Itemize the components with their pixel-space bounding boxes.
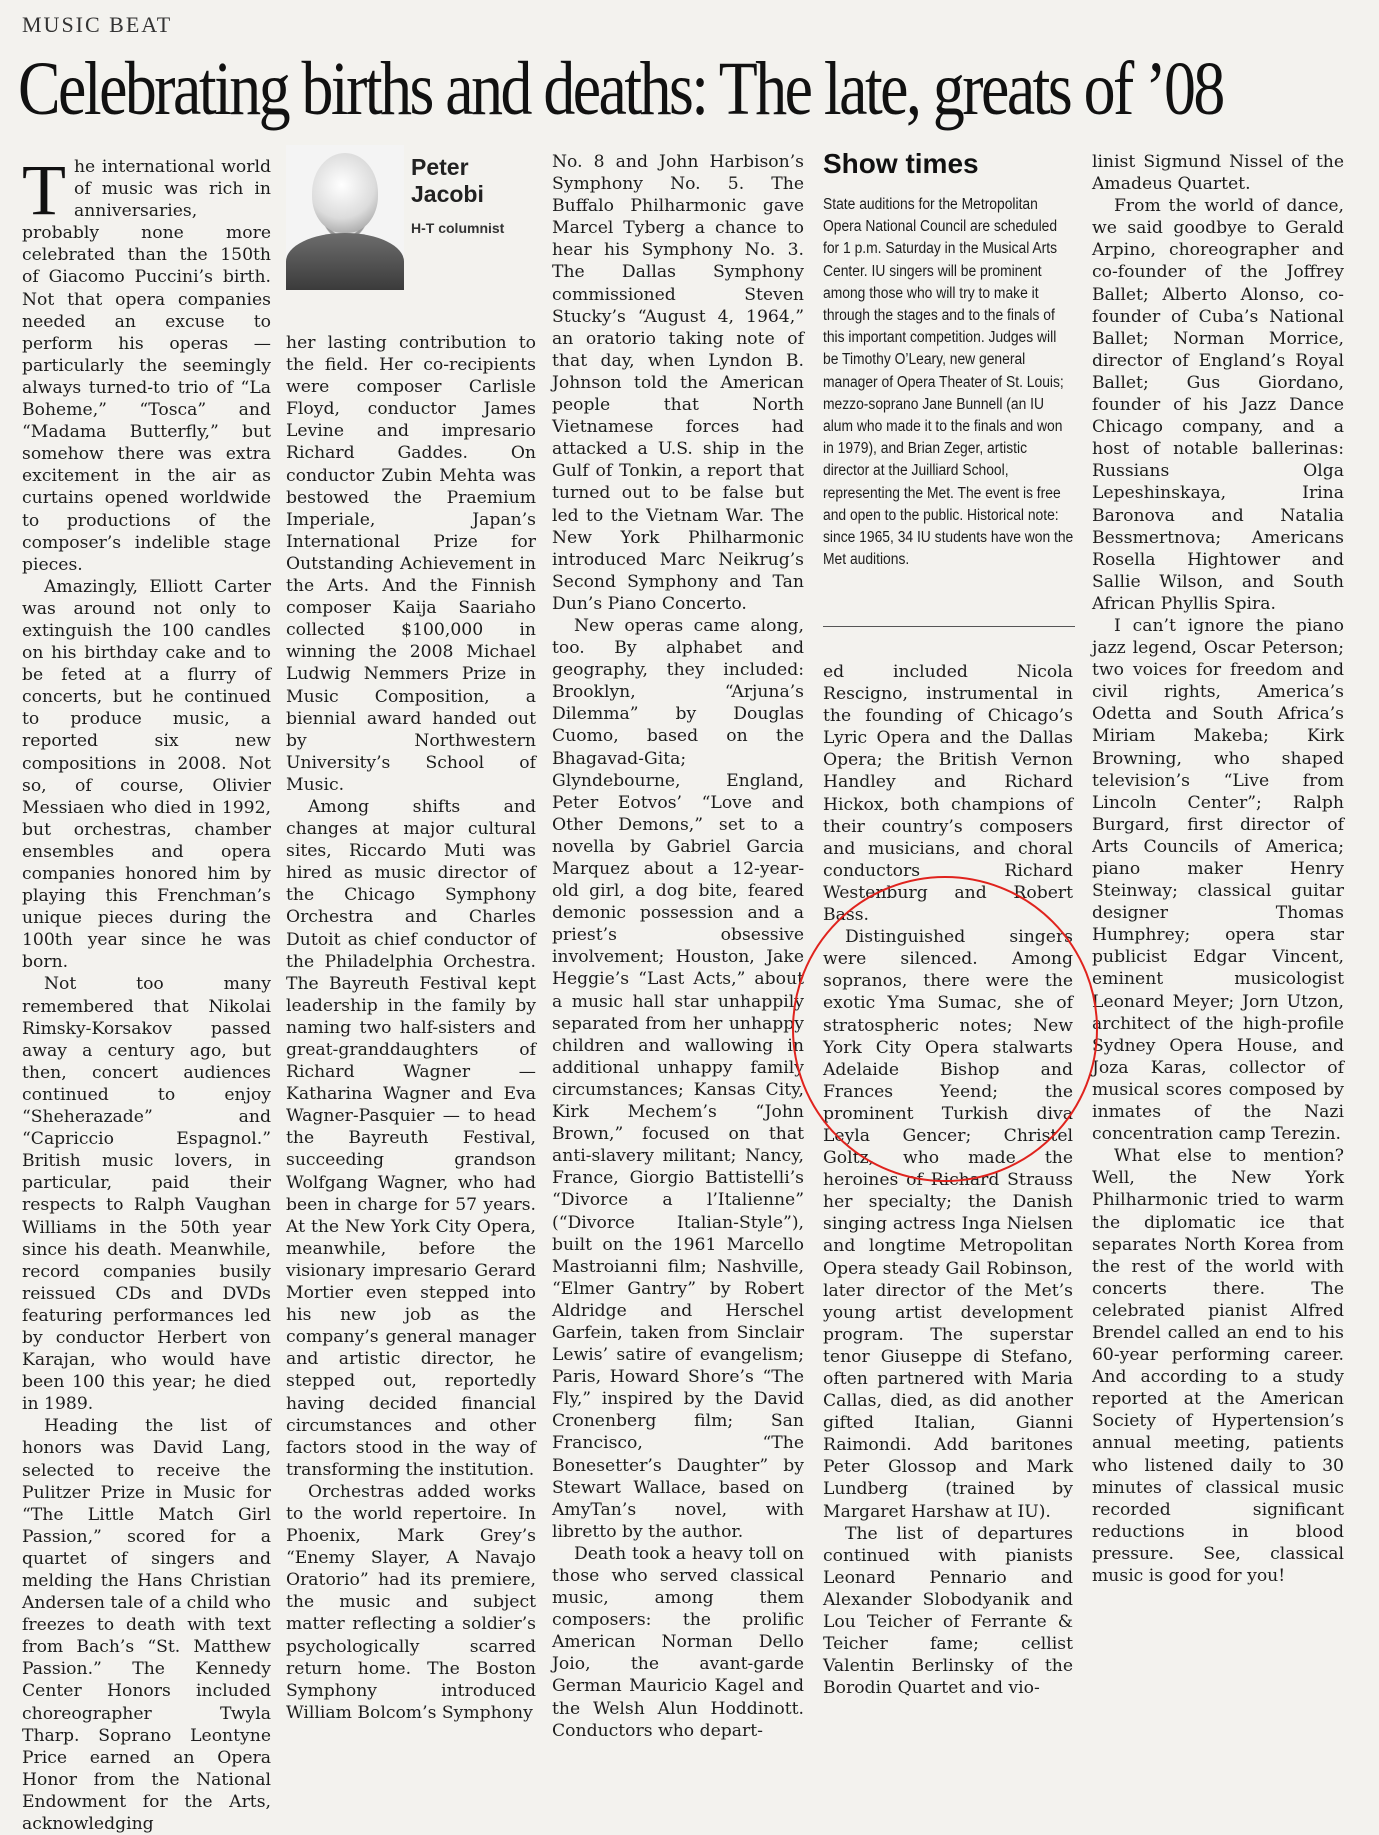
photo-shoulders [286,233,404,290]
paragraph: Amazingly, Elliott Carter was around not only to extinguish the 100 candles on his birthday cake and to be feted at a flurry of concerts, but he continued to produce music, a reported six new compositions in 2008. Not so, of course, Olivier Messiaen who died in 1992, but orchestras, chamber ensembles and opera companies honored him by playing this Frenchman’s unique pieces during the 100th year since he was born. [22,576,271,973]
paragraph: Distinguished singers were silenced. Among sopranos, there were the exotic Yma Sumac, she of stratospheric notes; New York City Opera stalwarts Adelaide Bishop and Frances Yeend; the prominent Turkish diva Leyla Gencer; Christel Goltz, who made the heroines of Richard Strauss her specialty; the Danish singing actress Inga Nielsen and longtime Metropolitan Opera steady Gail Robinson, later director of the Met’s young artist development program. The superstar tenor Giuseppe di Stefano, often partnered with Maria Callas, died, as did another gifted Italian, Gianni Raimondi. Add baritones Peter Glossop and Mark Lundberg (trained by Margaret Harshaw at IU). [823,927,1073,1522]
article-column-5 [1092,151,1344,1587]
red-circle-annotation [792,876,1098,1182]
paragraph: Heading the list of honors was David Lang, selected to receive the Pulitzer Prize in Music for “The Little Match Girl Passion,” scored for a quartet of singers and melding the Hans Christian Andersen tale of a child who freezes to death with text from Bach’s “St. Matthew Passion.” The Kennedy Center Honors included choreographer Twyla Tharp. Soprano Leontyne Price earned an Opera Honor from the National Endowment for the Arts, acknowledging [22,1416,271,1835]
byline-name: Peter Jacobi [411,154,484,207]
columnist-photo [286,145,404,290]
show-times-box [823,146,1075,571]
article-column-1 [22,150,271,1835]
section-divider [823,626,1075,627]
drop-cap: T [22,150,66,230]
paragraph: The list of departures continued with pianists Leonard Pennario and Alexander Slobodyanik and Lou Teicher of Ferrante & Teicher fame; cellist Valentin Berlinsky of the Borodin Quartet and vio- [823,1523,1073,1699]
byline-role: H-T columnist [411,220,505,236]
paragraph: Death took a heavy toll on those who served classical music, among them composers: the prolific American Norman Dello Joio, the avant-garde German Mauricio Kagel and the Welsh Alun Hoddinott. Conductors who depart- [552,1543,804,1741]
paragraph: Orchestras added works to the world repertoire. In Phoenix, Mark Grey’s “Enemy Slayer, A Navajo Oratorio” had its premiere, the music and subject matter reflecting a soldier’s psychologically scarred return home. The Boston Symphony introduced William Bolcom’s Symphony [286,1481,536,1723]
paragraph: Not too many remembered that Nikolai Rimsky-Korsakov passed away a century ago, but then, concert audiences continued to enjoy “Sheherazade” and “Capriccio Espagnol.” British music lovers, in particular, paid their respects to Ralph Vaughan Williams in the 50th year since his death. Meanwhile, record companies busily reissued CDs and DVDs featuring performances led by conductor Herbert von Karajan, who would have been 100 this year; he died in 1989. [22,974,271,1415]
section-kicker: MUSIC BEAT [22,12,173,37]
show-times-title: Show times [823,148,979,179]
paragraph: New operas came along, too. By alphabet and geography, they included: Brooklyn, “Arjuna’s Dilemma” by Douglas Cuomo, based on the Bhagavad-Gita; Glyndebourne, England, Peter Eotvos’ “Love and Other Demons,” set to a novella by Gabriel Garcia Marquez about a 12-year-old girl, a dog bite, feared demonic possession and a priest’s obsessive involvement; Houston, Jake Heggie’s “Last Acts,” about a music hall star unhappily separated from her unhappy children and wallowing in additional unhappy family circumstances; Kansas City, Kirk Mechem’s “John Brown,” focused on that anti-slavery militant; Nancy, France, Giorgio Battistelli’s “Divorce a l’Italienne” (“Divorce Italian-Style”), built on the 1961 Marcello Mastroianni film; Nashville, “Elmer Gantry” by Robert Aldridge and Herschel Garfein, taken from Sinclair Lewis’ satire of evangelism; Paris, Howard Shore’s “The Fly,” inspired by the David Cronenberg film; San Francisco, “The Bonesetter’s Daughter” by Stewart Wallace, based on AmyTan’s novel, with libretto by the author. [552,615,804,1542]
paragraph: ed included Nicola Rescigno, instrumental in the founding of Chicago’s Lyric Opera and the Dallas Opera; the British Vernon Handley and Richard Hickox, both champions of their country’s composers and musicians, and choral conductors Richard Westenburg and Robert Bass. [823,662,1073,926]
article-column-3 [552,151,804,1742]
paragraph: No. 8 and John Harbison’s Symphony No. 5. The Buffalo Philharmonic gave Marcel Tyberg a chance to hear his Symphony No. 3. The Dallas Symphony commissioned Steven Stucky’s “August 4, 1964,” an oratorio taking note of that day, when Lyndon B. Johnson told the American people that North Vietnamese forces had attacked a U.S. ship in the Gulf of Tonkin, a report that turned out to be false but led to the Vietnam War. The New York Philharmonic introduced Marc Neikrug’s Second Symphony and Tan Dun’s Piano Concerto. [552,152,804,614]
article-column-2 [286,332,536,1724]
paragraph: The international world of music was rich in anniversaries, probably none more celebrated than the 150th of Giacomo Puccini’s birth. Not that opera companies needed an excuse to perform his operas — particularly the seemingly always turned-to trio of “La Boheme,” “Tosca” and “Madama Butterfly,” but somehow there was extra excitement in the air as curtains opened worldwide to productions of the composer’s indelible stage pieces. [22,150,271,575]
photo-head [312,153,378,233]
paragraph: linist Sigmund Nissel of the Amadeus Quartet. [1092,152,1344,195]
headline: Celebrating births and deaths: The late, greats of ’08 [18,47,1223,131]
paragraph: I can’t ignore the piano jazz legend, Oscar Peterson; two voices for freedom and civil rights, America’s Odetta and South Africa’s Miriam Makeba; Kirk Browning, who shaped television’s “Live from Lincoln Center”; Ralph Burgard, first director of Arts Councils of America; piano maker Henry Steinway; classical guitar designer Thomas Humphrey; opera star publicist Edgar Vincent, eminent musicologist Leonard Meyer; Jorn Utzon, architect of the high-profile Sydney Opera House, and Joza Karas, collector of musical scores composed by inmates of the Nazi concentration camp Terezin. [1092,615,1344,1145]
paragraph: What else to mention? Well, the New York Philharmonic tried to warm the diplomatic ice that separates North Korea from the rest of the world with concerts there. The celebrated pianist Alfred Brendel called an end to his 60-year performing career. And according to a study reported at the American Society of Hypertension’s annual meeting, patients who listened daily to 30 minutes of classical music recorded significant reductions in blood pressure. See, classical music is good for you! [1092,1146,1344,1586]
show-times-body: State auditions for the Metropolitan Opera National Council are scheduled for 1 p.m. Saturday in the Musical Arts Center. IU singers will be prominent among those who will try to make it through the stages and to the finals of this important competition. Judges will be Timothy O’Leary, new general manager of Opera Theater of St. Louis; mezzo-soprano Jane Bunnell (an IU alum who made it to the finals and won in 1979), and Brian Zeger, artistic director at the Juilliard School, representing the Met. The event is free and open to the public. Historical note: since 1965, 34 IU students have won the Met auditions. [823,196,1074,569]
paragraph: From the world of dance, we said goodbye to Gerald Arpino, choreographer and co-founder of the Joffrey Ballet; Alberto Alonso, co-founder of Cuba’s National Ballet; Norman Morrice, director of England’s Royal Ballet; Gus Giordano, founder of his Jazz Dance Chicago company, and a host of notable ballerinas: Russians Olga Lepeshinskaya, Irina Baronova and Natalia Bessmertnova; Americans Rosella Hightower and Sallie Wilson, and South African Phyllis Spira. [1092,196,1344,614]
paragraph: her lasting contribution to the field. Her co-recipients were composer Carlisle Floyd, conductor James Levine and impresario Richard Gaddes. On conductor Zubin Mehta was bestowed the Praemium Imperiale, Japan’s International Prize for Outstanding Achievement in the Arts. And the Finnish composer Kaija Saariaho collected $100,000 in winning the 2008 Michael Ludwig Nemmers Prize in Music Composition, a biennial award handed out by Northwestern University’s School of Music. [286,333,536,795]
paragraph: Among shifts and changes at major cultural sites, Riccardo Muti was hired as music director of the Chicago Symphony Orchestra and Charles Dutoit as chief conductor of the Philadelphia Orchestra. The Bayreuth Festival kept leadership in the family by naming two half-sisters and great-granddaughters of Richard Wagner — Katharina Wagner and Eva Wagner-Pasquier — to head the Bayreuth Festival, succeeding grandson Wolfgang Wagner, who had been in charge for 57 years. At the New York City Opera, meanwhile, before the visionary impresario Gerard Mortier even stepped into his new job as the company’s general manager and artistic director, he stepped out, reportedly having decided financial circumstances and other factors stood in the way of transforming the institution. [286,796,536,1480]
